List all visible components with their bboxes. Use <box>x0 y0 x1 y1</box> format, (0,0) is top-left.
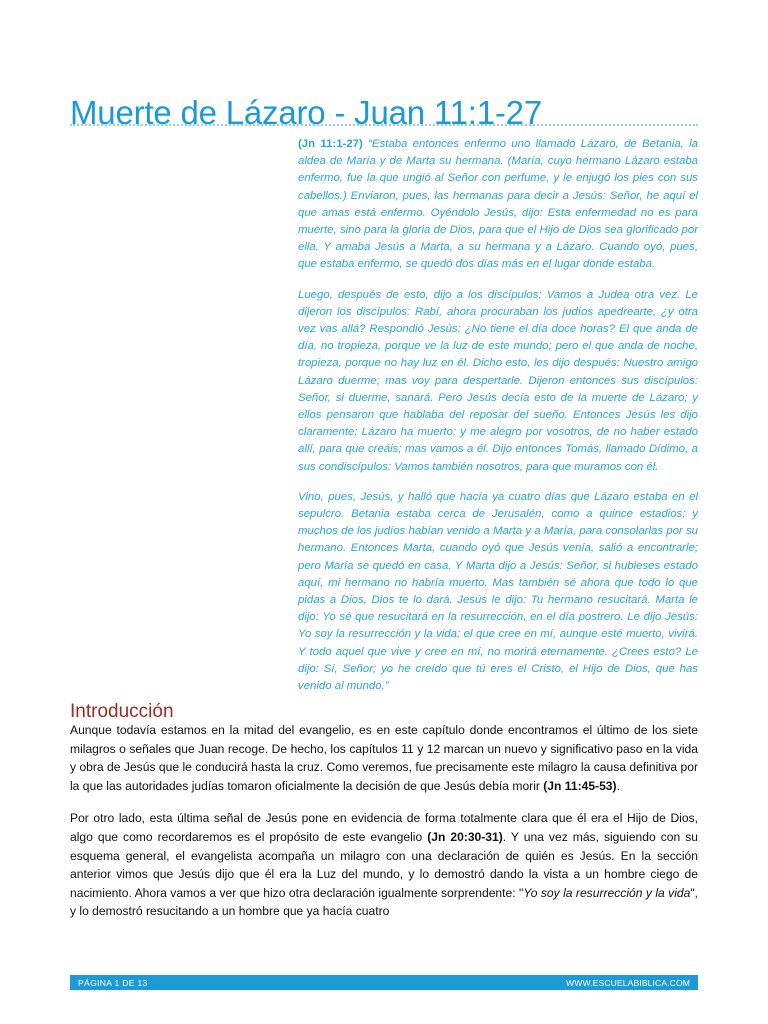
body-text: . Y una vez más, siguiendo con su esquema general, el evangelista acompaña un milagro con una declaración de quién es Jesús. En la sección anterior vimos que Jesús dijo que él era la Luz del mundo, y lo demostró dando la vista a un hombre ciego de nacimiento. Ahora vamos a ver que hizo otra declaración igualmente sorprendente: " <box>70 829 698 900</box>
quoted-declaration: Yo soy la resurrección y la vida <box>523 885 691 900</box>
body-text: Aunque todavía estamos en la mitad del evangelio, es en este capítulo donde encontramos el último de los siete milagros o señales que Juan recoge. De hecho, los capítulos 11 y 12 marcan un nuevo y significativo paso en la vida y obra de Jesús que le conducirá hasta la cruz. Como veremos, fue precisamente este milagro la causa definitiva por la que las autoridades judías tomaron oficialmente la decisión de que Jesús debía morir <box>70 723 698 793</box>
body-paragraph <box>70 809 698 921</box>
body-text: Por otro lado, esta última señal de Jesús pone en evidencia de forma totalmente clara que él era el Hijo de Dios, algo que como recordaremos es el propósito de este evangelio <box>70 811 698 844</box>
page-footer <box>70 975 698 990</box>
scripture-paragraph: Luego, después de esto, dijo a los discípulos: Vamos a Judea otra vez. Le dijeron los discípulos: Rabí, ahora procuraban los judíos apedrearte, ¿y otra vez vas allá? Respondió Jesús: ¿No tiene el día doce horas? El que anda de día, no tropieza, porque ve la luz de este mundo; pero el que anda de noche, tropieza, porque no hay luz en él. Dicho esto, les dijo después: Nuestro amigo Lázaro duerme; mas voy para despertarle. Dijeron entonces sus discípulos: Señor, si duerme, sanará. Pero Jesús decía esto de la muerte de Lázaro; y ellos pensaron que hablaba del reposar del sueño. Entonces Jesús les dijo claramente: Lázaro ha muerto; y me alegro por vosotros, de no haber estado allí, para que creáis; mas vamos a él. Dijo entonces Tomás, llamado Dídimo, a sus condiscípulos: Vamos también nosotros, para que muramos con él. <box>298 288 698 473</box>
scripture-paragraph: Vino, pues, Jesús, y halló que hacía ya cuatro días que Lázaro estaba en el sepulcro. Betania estaba cerca de Jerusalén, como a quince estadios; y muchos de los judíos habían venido a Marta y a María, para consolarlas por su hermano. Entonces Marta, cuando oyó que Jesús venía, salió a encontrarle; pero María se quedó en casa. Y Marta dijo a Jesús: Señor, si hubieses estado aquí, mi hermano no habría muerto. Mas también sé ahora que todo lo que pidas a Dios, Dios te lo dará. Jesús le dijo: Tu hermano resucitará. Marta le dijo: Yo sé que resucitará en la resurrección, en el día postrero. Le dijo Jesús: Yo soy la resurrección y la vida; el que cree en mí, aunque esté muerto, vivirá. Y todo aquel que vive y cree en mí, no morirá eternamente. ¿Crees esto? Le dijo: Sí, Señor; yo he creído que tú eres el Cristo, el Hijo de Dios, que has venido al mundo.” <box>298 490 698 693</box>
body-text: ", y lo demostró resucitando a un hombre que ya hacía cuatro <box>70 885 699 919</box>
body-text: . <box>616 778 620 793</box>
scripture-reference-label: (Jn 11:1-27) <box>298 138 363 150</box>
section-heading-introduccion: Introducción <box>70 700 174 722</box>
scripture-quote-block <box>298 136 698 695</box>
scripture-ref-inline: (Jn 20:30-31) <box>427 829 503 844</box>
title-divider <box>70 124 698 126</box>
footer-page-number: PÁGINA 1 DE 13 <box>78 977 148 988</box>
scripture-ref-inline: (Jn 11:45-53) <box>543 778 617 793</box>
page-title: Muerte de Lázaro - Juan 11:1-27 <box>70 94 542 132</box>
footer-website: WWW.ESCUELABIBLICA.COM <box>566 977 690 988</box>
scripture-paragraph-text: “Estaba entonces enfermo uno llamado Lázaro, de Betania, la aldea de María y de Marta su hermana. (María, cuyo hermano Lázaro estaba enfermo, fue la que ungió al Señor con perfume, y le enjugó los pies con sus cabellos.) Enviaron, pues, las hermanas para decir a Jesús: Señor, he aquí el que amas está enfermo. Oyéndolo Jesús, dijo: Esta enfermedad no es para muerte, sino para la gloria de Dios, para que el Hijo de Dios sea glorificado por ella. Y amaba Jesús a Marta, a su hermana y a Lázaro. Cuando oyó, pues, que estaba enfermo, se quedó dos días más en el lugar donde estaba. <box>298 138 698 271</box>
introduction-body <box>70 721 698 921</box>
scripture-paragraph <box>298 136 698 274</box>
body-paragraph <box>70 721 698 795</box>
